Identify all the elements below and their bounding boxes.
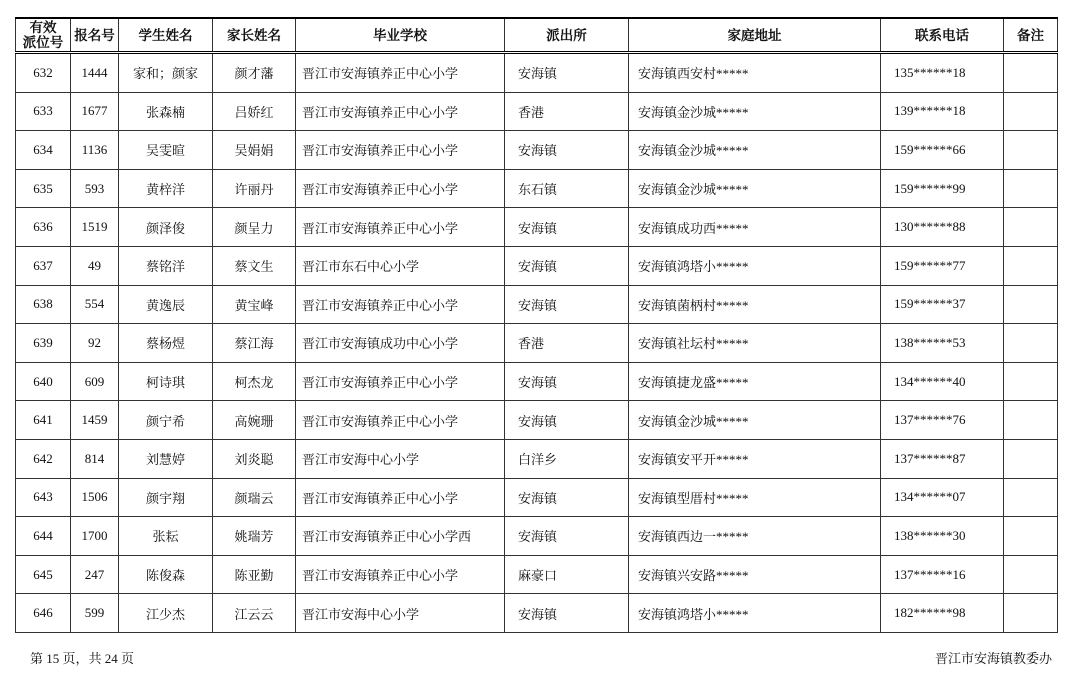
header-seat-number: 有效 派位号 <box>16 18 71 53</box>
cell-school: 晋江市东石中心小学 <box>296 246 505 285</box>
cell-parent-name: 黄宝峰 <box>213 285 296 324</box>
cell-address: 安海镇社坛村***** <box>629 324 881 363</box>
cell-phone: 182******98 <box>881 594 1004 633</box>
cell-remarks <box>1004 53 1058 93</box>
cell-parent-name: 江云云 <box>213 594 296 633</box>
cell-seat-number: 641 <box>16 401 71 440</box>
cell-address: 安海镇金沙城***** <box>629 401 881 440</box>
cell-remarks <box>1004 478 1058 517</box>
cell-student-name: 颜宇翔 <box>119 478 213 517</box>
cell-phone: 159******37 <box>881 285 1004 324</box>
cell-student-name: 刘慧婷 <box>119 439 213 478</box>
cell-registration-number: 247 <box>71 555 119 594</box>
cell-seat-number: 638 <box>16 285 71 324</box>
cell-police-station: 安海镇 <box>505 208 629 247</box>
cell-phone: 138******30 <box>881 517 1004 556</box>
cell-address: 安海镇型厝村***** <box>629 478 881 517</box>
cell-seat-number: 636 <box>16 208 71 247</box>
cell-parent-name: 陈亚勤 <box>213 555 296 594</box>
cell-school: 晋江市安海镇养正中心小学西 <box>296 517 505 556</box>
table-row <box>16 555 1058 594</box>
cell-registration-number: 1700 <box>71 517 119 556</box>
table-row <box>16 131 1058 170</box>
cell-remarks <box>1004 246 1058 285</box>
cell-address: 安海镇西边一***** <box>629 517 881 556</box>
cell-student-name: 家和；颜家 <box>119 53 213 93</box>
cell-police-station: 麻豪口 <box>505 555 629 594</box>
cell-phone: 159******77 <box>881 246 1004 285</box>
header-student-name: 学生姓名 <box>119 18 213 53</box>
cell-phone: 138******53 <box>881 324 1004 363</box>
table-row <box>16 362 1058 401</box>
cell-seat-number: 642 <box>16 439 71 478</box>
cell-student-name: 陈俊森 <box>119 555 213 594</box>
cell-parent-name: 吴娟娟 <box>213 131 296 170</box>
cell-student-name: 蔡杨煜 <box>119 324 213 363</box>
cell-school: 晋江市安海镇养正中心小学 <box>296 478 505 517</box>
cell-registration-number: 599 <box>71 594 119 633</box>
cell-school: 晋江市安海镇养正中心小学 <box>296 131 505 170</box>
table-body <box>16 53 1058 633</box>
cell-parent-name: 许丽丹 <box>213 169 296 208</box>
cell-remarks <box>1004 208 1058 247</box>
cell-seat-number: 644 <box>16 517 71 556</box>
cell-police-station: 安海镇 <box>505 478 629 517</box>
cell-parent-name: 高婉珊 <box>213 401 296 440</box>
cell-registration-number: 609 <box>71 362 119 401</box>
table-row <box>16 92 1058 131</box>
cell-student-name: 江少杰 <box>119 594 213 633</box>
table-row <box>16 285 1058 324</box>
cell-address: 安海镇鸿塔小***** <box>629 246 881 285</box>
cell-remarks <box>1004 324 1058 363</box>
cell-remarks <box>1004 169 1058 208</box>
cell-phone: 159******66 <box>881 131 1004 170</box>
cell-seat-number: 643 <box>16 478 71 517</box>
roster-table <box>15 17 1058 633</box>
cell-remarks <box>1004 92 1058 131</box>
header-school: 毕业学校 <box>296 18 505 53</box>
cell-police-station: 安海镇 <box>505 401 629 440</box>
cell-parent-name: 蔡文生 <box>213 246 296 285</box>
cell-remarks <box>1004 401 1058 440</box>
cell-police-station: 安海镇 <box>505 594 629 633</box>
cell-school: 晋江市安海镇养正中心小学 <box>296 555 505 594</box>
cell-parent-name: 姚瑞芳 <box>213 517 296 556</box>
cell-phone: 137******76 <box>881 401 1004 440</box>
cell-phone: 130******88 <box>881 208 1004 247</box>
cell-student-name: 张耘 <box>119 517 213 556</box>
cell-registration-number: 1136 <box>71 131 119 170</box>
cell-seat-number: 639 <box>16 324 71 363</box>
cell-seat-number: 645 <box>16 555 71 594</box>
cell-address: 安海镇安平开***** <box>629 439 881 478</box>
cell-remarks <box>1004 594 1058 633</box>
header-address: 家庭地址 <box>629 18 881 53</box>
page-indicator: 第 15 页，共 24 页 <box>30 651 135 666</box>
cell-parent-name: 吕娇红 <box>213 92 296 131</box>
cell-address: 安海镇西安村***** <box>629 53 881 93</box>
cell-school: 晋江市安海镇养正中心小学 <box>296 92 505 131</box>
cell-school: 晋江市安海镇成功中心小学 <box>296 324 505 363</box>
cell-registration-number: 593 <box>71 169 119 208</box>
cell-seat-number: 640 <box>16 362 71 401</box>
cell-parent-name: 蔡江海 <box>213 324 296 363</box>
cell-school: 晋江市安海镇养正中心小学 <box>296 401 505 440</box>
cell-student-name: 颜宁希 <box>119 401 213 440</box>
cell-police-station: 安海镇 <box>505 131 629 170</box>
cell-police-station: 白洋乡 <box>505 439 629 478</box>
cell-remarks <box>1004 517 1058 556</box>
cell-school: 晋江市安海中心小学 <box>296 439 505 478</box>
cell-address: 安海镇菌柄村***** <box>629 285 881 324</box>
cell-police-station: 安海镇 <box>505 362 629 401</box>
cell-school: 晋江市安海镇养正中心小学 <box>296 169 505 208</box>
cell-police-station: 安海镇 <box>505 285 629 324</box>
table-row <box>16 401 1058 440</box>
header-parent-name: 家长姓名 <box>213 18 296 53</box>
cell-address: 安海镇金沙城***** <box>629 92 881 131</box>
cell-police-station: 安海镇 <box>505 53 629 93</box>
header-phone: 联系电话 <box>881 18 1004 53</box>
table-header <box>16 18 1058 53</box>
cell-seat-number: 635 <box>16 169 71 208</box>
cell-police-station: 香港 <box>505 324 629 363</box>
cell-phone: 134******40 <box>881 362 1004 401</box>
table-row <box>16 246 1058 285</box>
cell-police-station: 东石镇 <box>505 169 629 208</box>
cell-registration-number: 92 <box>71 324 119 363</box>
cell-seat-number: 646 <box>16 594 71 633</box>
table-row <box>16 517 1058 556</box>
cell-school: 晋江市安海镇养正中心小学 <box>296 285 505 324</box>
cell-student-name: 蔡铭洋 <box>119 246 213 285</box>
cell-police-station: 安海镇 <box>505 517 629 556</box>
header-row <box>16 18 1058 53</box>
cell-remarks <box>1004 439 1058 478</box>
cell-remarks <box>1004 285 1058 324</box>
cell-address: 安海镇成功西***** <box>629 208 881 247</box>
header-registration-number: 报名号 <box>71 18 119 53</box>
cell-school: 晋江市安海中心小学 <box>296 594 505 633</box>
cell-student-name: 柯诗琪 <box>119 362 213 401</box>
cell-parent-name: 颜瑞云 <box>213 478 296 517</box>
cell-parent-name: 颜呈力 <box>213 208 296 247</box>
cell-address: 安海镇兴安路***** <box>629 555 881 594</box>
cell-registration-number: 1506 <box>71 478 119 517</box>
cell-registration-number: 1459 <box>71 401 119 440</box>
cell-parent-name: 刘炎聪 <box>213 439 296 478</box>
table-row <box>16 208 1058 247</box>
table-row <box>16 439 1058 478</box>
cell-phone: 137******87 <box>881 439 1004 478</box>
cell-parent-name: 柯杰龙 <box>213 362 296 401</box>
cell-registration-number: 1677 <box>71 92 119 131</box>
cell-registration-number: 554 <box>71 285 119 324</box>
table-row <box>16 169 1058 208</box>
cell-seat-number: 637 <box>16 246 71 285</box>
table-row <box>16 594 1058 633</box>
cell-phone: 135******18 <box>881 53 1004 93</box>
cell-phone: 159******99 <box>881 169 1004 208</box>
table-row <box>16 324 1058 363</box>
cell-phone: 134******07 <box>881 478 1004 517</box>
cell-school: 晋江市安海镇养正中心小学 <box>296 362 505 401</box>
issuer-label: 晋江市安海镇教委办 <box>934 651 1052 666</box>
cell-police-station: 安海镇 <box>505 246 629 285</box>
cell-phone: 139******18 <box>881 92 1004 131</box>
table-row <box>16 478 1058 517</box>
cell-school: 晋江市安海镇养正中心小学 <box>296 53 505 93</box>
cell-seat-number: 632 <box>16 53 71 93</box>
header-remarks: 备注 <box>1004 18 1058 53</box>
cell-address: 安海镇金沙城***** <box>629 131 881 170</box>
cell-school: 晋江市安海镇养正中心小学 <box>296 208 505 247</box>
cell-phone: 137******16 <box>881 555 1004 594</box>
cell-police-station: 香港 <box>505 92 629 131</box>
cell-student-name: 吴雯暄 <box>119 131 213 170</box>
cell-student-name: 颜泽俊 <box>119 208 213 247</box>
header-police-station: 派出所 <box>505 18 629 53</box>
cell-remarks <box>1004 131 1058 170</box>
cell-remarks <box>1004 362 1058 401</box>
cell-student-name: 黄梓洋 <box>119 169 213 208</box>
cell-address: 安海镇金沙城***** <box>629 169 881 208</box>
cell-address: 安海镇捷龙盛***** <box>629 362 881 401</box>
cell-registration-number: 814 <box>71 439 119 478</box>
cell-student-name: 张森楠 <box>119 92 213 131</box>
cell-seat-number: 633 <box>16 92 71 131</box>
cell-remarks <box>1004 555 1058 594</box>
cell-parent-name: 颜才藩 <box>213 53 296 93</box>
cell-registration-number: 49 <box>71 246 119 285</box>
cell-student-name: 黄逸辰 <box>119 285 213 324</box>
cell-address: 安海镇鸿塔小***** <box>629 594 881 633</box>
cell-seat-number: 634 <box>16 131 71 170</box>
cell-registration-number: 1444 <box>71 53 119 93</box>
cell-registration-number: 1519 <box>71 208 119 247</box>
table-row <box>16 53 1058 93</box>
